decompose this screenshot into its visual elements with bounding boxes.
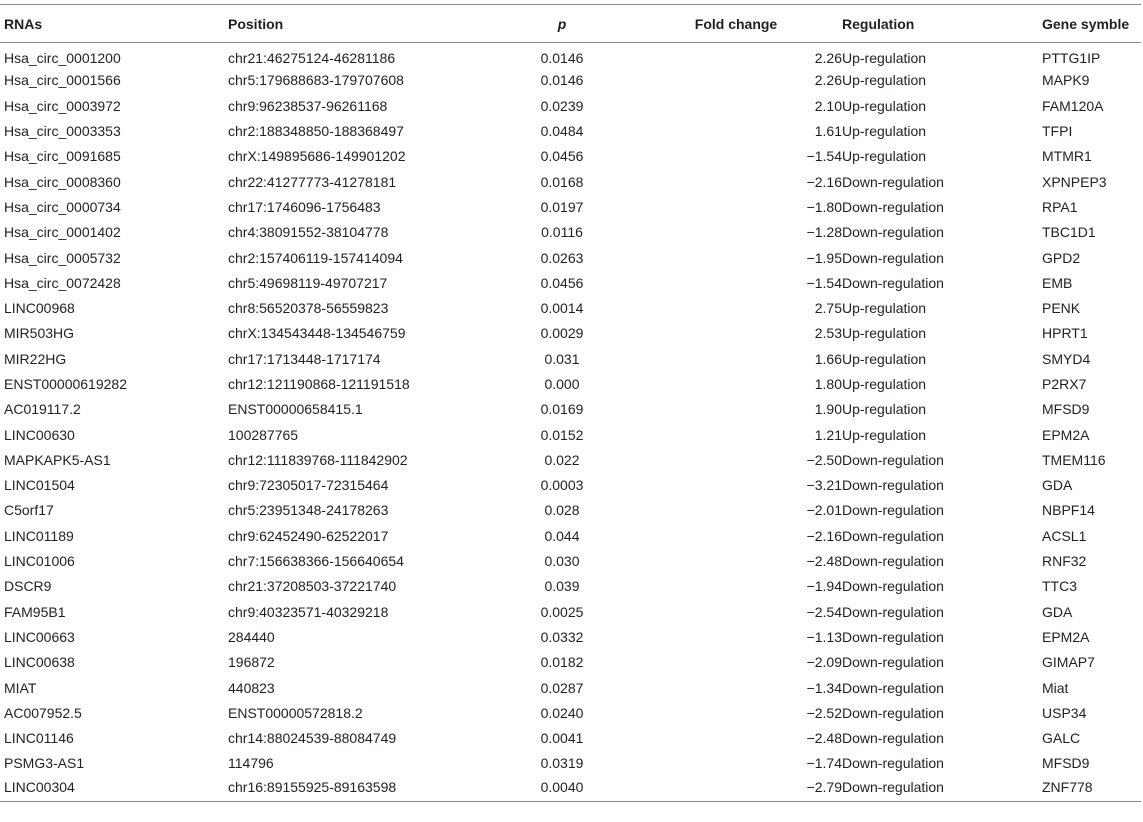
table-row: [0, 726, 1141, 751]
table-row: [0, 776, 1141, 801]
cell-gene-symble: MFSD9: [1042, 401, 1090, 418]
cell-fold-change: [630, 346, 842, 371]
cell-position: chrX:134543448-134546759: [228, 325, 406, 342]
cell-gene-symble: RNF32: [1042, 553, 1087, 570]
table-row: [0, 397, 1141, 422]
cell-rna: ENST00000619282: [4, 376, 127, 392]
cell-gene-symble: MAPK9: [1042, 72, 1090, 89]
cell-gene-symble: GDA: [1042, 477, 1073, 494]
cell-position: chr4:38091552-38104778: [228, 224, 389, 241]
cell-regulation: Down-regulation: [842, 477, 944, 494]
cell-rna: Hsa_circ_0008360: [4, 173, 121, 190]
cell-fold-change: [630, 295, 842, 320]
cell-p-value: 0.028: [544, 502, 580, 519]
cell-p-value: 0.022: [544, 451, 580, 468]
cell-position: chr5:23951348-24178263: [228, 502, 389, 519]
cell-rna: Hsa_circ_0072428: [4, 274, 121, 291]
cell-position: chr8:56520378-56559823: [228, 300, 389, 317]
cell-gene-symble: PTTG1IP: [1042, 50, 1101, 67]
header-fold-change: Fold change: [630, 5, 842, 43]
cell-position: chr5:49698119-49707217: [228, 274, 388, 291]
results-table: [0, 4, 1141, 802]
table-row: [0, 548, 1141, 573]
fold-change-value: 1.90: [814, 401, 842, 418]
cell-rna: Hsa_circ_0005732: [4, 249, 121, 266]
cell-position: chr9:62452490-62522017: [228, 527, 389, 544]
fold-change-value: −2.50: [806, 451, 842, 468]
cell-p-value: 0.0168: [540, 173, 584, 190]
cell-regulation: Up-regulation: [842, 50, 927, 67]
cell-rna: LINC01189: [4, 527, 74, 544]
cell-gene-symble: FAM120A: [1042, 97, 1104, 114]
cell-rna: Hsa_circ_0003972: [4, 97, 121, 114]
table-row: [0, 574, 1141, 599]
table-row: [0, 93, 1141, 118]
cell-gene-symble: XPNPEP3: [1042, 173, 1107, 190]
fold-change-value: −2.48: [806, 730, 842, 747]
cell-position: chr21:46275124-46281186: [228, 50, 396, 67]
table-row: [0, 473, 1141, 498]
table-row: [0, 321, 1141, 346]
header-row: [0, 5, 1141, 43]
cell-rna: LINC01006: [4, 553, 75, 570]
table-row: [0, 751, 1141, 776]
table-row: [0, 447, 1141, 472]
cell-p-value: 0.000: [544, 376, 580, 392]
cell-regulation: Down-regulation: [842, 224, 944, 241]
fold-change-value: −1.80: [806, 198, 842, 215]
cell-fold-change: [630, 447, 842, 472]
header-gene-symble: Gene symble: [1042, 5, 1141, 43]
cell-p-value: 0.0197: [540, 198, 584, 215]
cell-p-value: 0.0456: [540, 274, 584, 291]
cell-p-value: 0.039: [544, 578, 580, 595]
fold-change-value: −2.54: [806, 603, 842, 620]
fold-change-value: −1.94: [806, 578, 842, 595]
fold-change-value: −2.52: [806, 704, 842, 721]
cell-fold-change: [630, 169, 842, 194]
cell-position: chr5:179688683-179707608: [228, 72, 404, 89]
fold-change-value: 1.21: [814, 426, 842, 443]
cell-fold-change: [630, 270, 842, 295]
cell-rna: MAPKAPK5-AS1: [4, 451, 111, 468]
cell-gene-symble: SMYD4: [1042, 350, 1091, 367]
cell-p-value: 0.0025: [540, 603, 584, 620]
cell-fold-change: [630, 726, 842, 751]
fold-change-value: −2.01: [806, 502, 842, 519]
fold-change-value: −1.34: [806, 679, 842, 696]
cell-fold-change: [630, 397, 842, 422]
cell-fold-change: [630, 118, 842, 143]
cell-position: ENST00000572818.2: [228, 704, 363, 721]
cell-gene-symble: ZNF778: [1042, 776, 1141, 801]
fold-change-value: 2.26: [814, 72, 842, 89]
header-rnas: RNAs: [0, 5, 228, 43]
cell-regulation: Down-regulation: [842, 249, 944, 266]
cell-p-value: 0.0182: [540, 654, 584, 671]
cell-rna: LINC00663: [4, 628, 75, 645]
fold-change-value: 1.66: [814, 350, 842, 367]
cell-fold-change: [630, 43, 842, 68]
cell-p-value: 0.0041: [540, 730, 584, 747]
cell-rna: LINC00638: [4, 654, 75, 671]
cell-regulation: Down-regulation: [842, 654, 944, 671]
fold-change-value: −1.54: [806, 148, 842, 165]
cell-p-value: 0.044: [544, 527, 580, 544]
table-row: [0, 700, 1141, 725]
cell-regulation: Down-regulation: [842, 628, 944, 645]
cell-regulation: Up-regulation: [842, 325, 927, 342]
cell-regulation: Down-regulation: [842, 527, 944, 544]
table-row: [0, 43, 1141, 68]
cell-regulation: Down-regulation: [842, 679, 944, 696]
cell-gene-symble: MFSD9: [1042, 755, 1090, 772]
cell-position: chr17:1713448-1717174: [228, 350, 381, 367]
cell-rna: MIR22HG: [4, 350, 67, 367]
table-row: [0, 144, 1141, 169]
cell-rna: Hsa_circ_0091685: [4, 148, 121, 165]
cell-fold-change: [630, 523, 842, 548]
cell-gene-symble: TTC3: [1042, 578, 1077, 595]
fold-change-value: 2.75: [814, 300, 842, 317]
cell-rna: MIR503HG: [4, 325, 75, 342]
cell-rna: Hsa_circ_0003353: [4, 123, 121, 140]
cell-regulation: Down-regulation: [842, 776, 1042, 801]
cell-position: 440823: [228, 679, 275, 696]
cell-p-value: 0.0116: [541, 224, 583, 241]
table-row: [0, 675, 1141, 700]
fold-change-value: −1.95: [806, 249, 842, 266]
cell-rna: DSCR9: [4, 578, 52, 595]
cell-regulation: Up-regulation: [842, 350, 927, 367]
cell-p-value: 0.0263: [540, 249, 584, 266]
cell-rna: LINC00968: [4, 300, 75, 317]
cell-position: 114796: [228, 755, 274, 772]
cell-regulation: Up-regulation: [842, 97, 927, 114]
fold-change-value: −3.21: [806, 477, 842, 494]
cell-position: chr9:96238537-96261168: [228, 97, 388, 114]
cell-p-value: 0.0287: [540, 679, 584, 696]
table-row: [0, 422, 1141, 447]
cell-regulation: Down-regulation: [842, 502, 944, 519]
table-row: [0, 220, 1141, 245]
cell-p-value: 0.0040: [494, 776, 630, 801]
fold-change-value: −2.16: [806, 173, 842, 190]
cell-gene-symble: EPM2A: [1042, 426, 1090, 443]
table-row: [0, 270, 1141, 295]
fold-change-value: 1.80: [814, 376, 842, 392]
cell-fold-change: [630, 194, 842, 219]
cell-gene-symble: EMB: [1042, 274, 1073, 291]
cell-fold-change: [630, 650, 842, 675]
cell-regulation: Up-regulation: [842, 401, 927, 418]
table-row: [0, 371, 1141, 396]
cell-regulation: Up-regulation: [842, 123, 927, 140]
cell-rna: LINC01146: [4, 730, 74, 747]
cell-fold-change: [630, 700, 842, 725]
cell-fold-change: [630, 93, 842, 118]
cell-position: chr12:111839768-111842902: [228, 451, 408, 468]
cell-fold-change: [630, 220, 842, 245]
cell-position: 100287765: [228, 426, 299, 443]
table-header: [0, 5, 1141, 43]
cell-position: chr22:41277773-41278181: [228, 173, 397, 190]
cell-rna: LINC01504: [4, 477, 75, 494]
cell-fold-change: [630, 245, 842, 270]
cell-gene-symble: TBC1D1: [1042, 224, 1096, 241]
cell-regulation: Down-regulation: [842, 451, 944, 468]
cell-p-value: 0.0003: [540, 477, 584, 494]
cell-regulation: Up-regulation: [842, 426, 927, 443]
table-row: [0, 245, 1141, 270]
fold-change-value: −1.74: [806, 755, 842, 772]
table-row: [0, 295, 1141, 320]
cell-p-value: 0.0240: [540, 704, 584, 721]
cell-rna: AC019117.2: [4, 401, 81, 418]
cell-p-value: 0.0014: [540, 300, 584, 317]
cell-position: chr16:89155925-89163598: [228, 776, 494, 801]
cell-regulation: Down-regulation: [842, 730, 944, 747]
cell-position: chr9:72305017-72315464: [228, 477, 389, 494]
table-row: [0, 194, 1141, 219]
cell-rna: MIAT: [4, 679, 37, 696]
cell-gene-symble: GDA: [1042, 603, 1073, 620]
fold-change-value: 1.61: [814, 123, 842, 140]
fold-change-value: −1.28: [806, 224, 842, 241]
cell-rna: Hsa_circ_0001402: [4, 224, 121, 241]
cell-gene-symble: GALC: [1042, 730, 1081, 747]
cell-rna: LINC00630: [4, 426, 75, 443]
fold-change-value: 2.26: [814, 50, 842, 67]
cell-fold-change: [630, 498, 842, 523]
cell-gene-symble: MTMR1: [1042, 148, 1092, 165]
header-p: p: [494, 5, 630, 43]
cell-gene-symble: GIMAP7: [1042, 654, 1095, 671]
cell-rna: LINC00304: [0, 776, 228, 801]
cell-position: chr2:157406119-157414094: [228, 249, 403, 266]
cell-fold-change: [630, 599, 842, 624]
cell-fold-change: [630, 574, 842, 599]
cell-position: chr7:156638366-156640654: [228, 553, 404, 570]
cell-gene-symble: USP34: [1042, 704, 1087, 721]
cell-p-value: 0.0169: [540, 401, 584, 418]
cell-position: chr12:121190868-121191518: [228, 376, 410, 392]
fold-change-value: −2.09: [806, 654, 842, 671]
fold-change-value: 2.53: [814, 325, 842, 342]
cell-gene-symble: TFPI: [1042, 123, 1073, 140]
fold-change-value: 2.10: [814, 97, 842, 114]
cell-regulation: Down-regulation: [842, 755, 944, 772]
cell-gene-symble: TMEM116: [1042, 451, 1106, 468]
cell-regulation: Up-regulation: [842, 300, 927, 317]
cell-p-value: 0.0029: [540, 325, 584, 342]
cell-fold-change: [630, 144, 842, 169]
cell-p-value: 0.0484: [540, 123, 584, 140]
table-row: [0, 498, 1141, 523]
cell-rna: FAM95B1: [4, 603, 66, 620]
cell-rna: Hsa_circ_0000734: [4, 198, 121, 215]
cell-gene-symble: ACSL1: [1042, 527, 1087, 544]
cell-regulation: Up-regulation: [842, 72, 927, 89]
cell-regulation: Down-regulation: [842, 274, 944, 291]
table-row: [0, 624, 1141, 649]
fold-change-value: −2.48: [806, 553, 842, 570]
table-row: [0, 599, 1141, 624]
header-position: Position: [228, 5, 494, 43]
cell-gene-symble: GPD2: [1042, 249, 1081, 266]
cell-position: 284440: [228, 628, 275, 645]
cell-fold-change: [630, 422, 842, 447]
cell-fold-change: [630, 776, 842, 801]
cell-fold-change: [630, 751, 842, 776]
cell-p-value: 0.0332: [540, 628, 584, 645]
table-body: [0, 43, 1141, 802]
cell-position: chr17:1746096-1756483: [228, 198, 381, 215]
cell-position: ENST00000658415.1: [228, 401, 363, 418]
table-row: [0, 118, 1141, 143]
table-row: [0, 650, 1141, 675]
cell-p-value: 0.0146: [540, 72, 584, 89]
cell-position: chr14:88024539-88084749: [228, 730, 397, 747]
cell-gene-symble: EPM2A: [1042, 628, 1090, 645]
cell-fold-change: [630, 321, 842, 346]
cell-fold-change: [630, 371, 842, 396]
cell-regulation: Down-regulation: [842, 198, 944, 215]
cell-position: 196872: [228, 654, 275, 671]
cell-gene-symble: PENK: [1042, 300, 1081, 317]
cell-fold-change: [630, 473, 842, 498]
cell-position: chr2:188348850-188368497: [228, 123, 404, 140]
cell-regulation: Down-regulation: [842, 704, 944, 721]
cell-p-value: 0.0239: [540, 97, 584, 114]
cell-rna: AC007952.5: [4, 704, 82, 721]
table-row: [0, 523, 1141, 548]
cell-regulation: Down-regulation: [842, 578, 944, 595]
cell-p-value: 0.0146: [540, 50, 584, 67]
cell-fold-change: [630, 548, 842, 573]
cell-p-value: 0.0152: [540, 426, 584, 443]
cell-gene-symble: HPRT1: [1042, 325, 1088, 342]
cell-p-value: 0.0319: [540, 755, 584, 772]
cell-position: chrX:149895686-149901202: [228, 148, 406, 165]
table-row: [0, 68, 1141, 93]
cell-p-value: 0.031: [544, 350, 580, 367]
cell-fold-change: [630, 624, 842, 649]
cell-gene-symble: Miat: [1042, 679, 1069, 696]
cell-gene-symble: RPA1: [1042, 198, 1078, 215]
table-row: [0, 169, 1141, 194]
cell-regulation: Up-regulation: [842, 148, 927, 165]
fold-change-value: −2.16: [806, 527, 842, 544]
fold-change-value: −1.13: [806, 628, 842, 645]
cell-regulation: Up-regulation: [842, 376, 927, 392]
cell-position: chr21:37208503-37221740: [228, 578, 397, 595]
cell-rna: Hsa_circ_0001566: [4, 72, 121, 89]
cell-rna: Hsa_circ_0001200: [4, 50, 121, 67]
fold-change-value: −2.79: [806, 778, 842, 795]
cell-gene-symble: NBPF14: [1042, 502, 1095, 519]
cell-rna: PSMG3-AS1: [4, 755, 85, 772]
table-row: [0, 346, 1141, 371]
header-regulation: Regulation: [842, 5, 1042, 43]
cell-regulation: Down-regulation: [842, 553, 944, 570]
cell-p-value: 0.0456: [540, 148, 584, 165]
fold-change-value: −1.54: [806, 274, 842, 291]
cell-regulation: Down-regulation: [842, 603, 944, 620]
cell-gene-symble: P2RX7: [1042, 376, 1087, 392]
cell-regulation: Down-regulation: [842, 173, 944, 190]
cell-position: chr9:40323571-40329218: [228, 603, 389, 620]
cell-fold-change: [630, 68, 842, 93]
cell-fold-change: [630, 675, 842, 700]
cell-p-value: 0.030: [544, 553, 580, 570]
cell-rna: C5orf17: [4, 502, 54, 519]
